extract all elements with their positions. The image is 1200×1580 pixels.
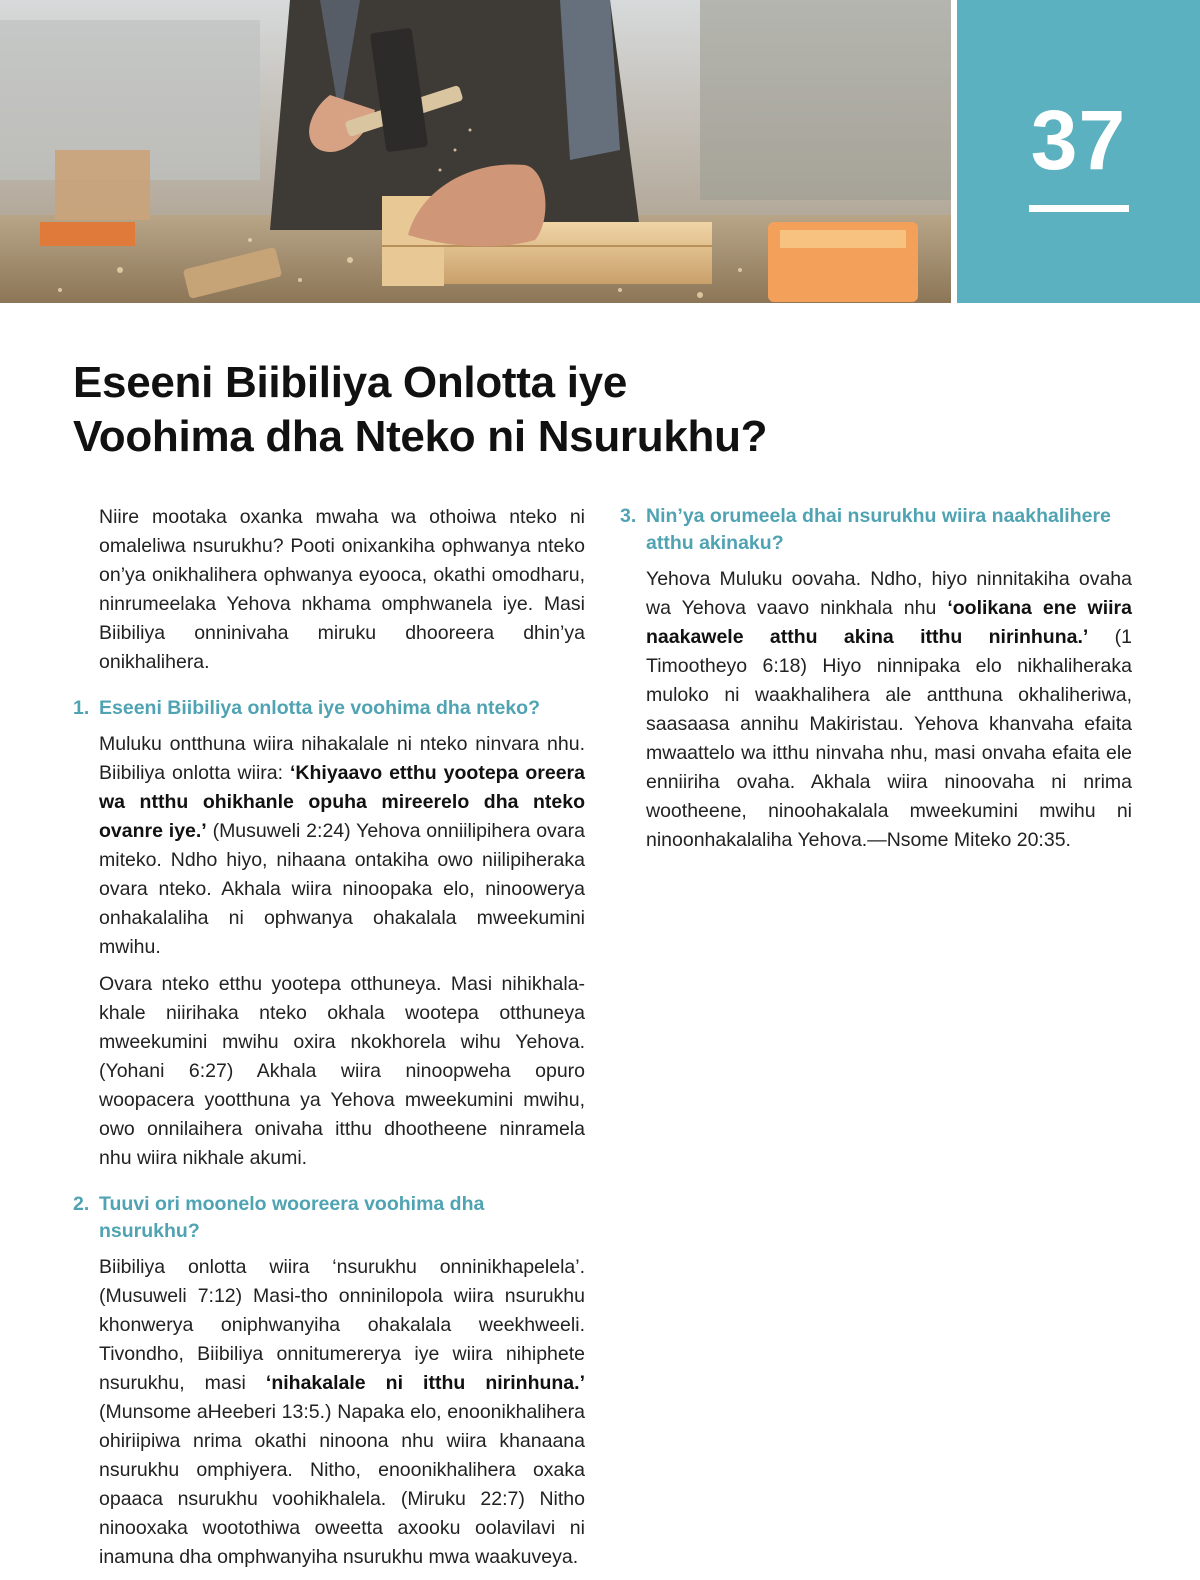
header-image <box>0 0 951 303</box>
carpenter-illustration <box>0 0 951 303</box>
page-title-line2: Voohima dha Nteko ni Nsurukhu? <box>73 412 768 461</box>
section-2-number: 2. <box>73 1193 90 1215</box>
lesson-number: 37 <box>1030 93 1127 187</box>
section-3-p1-text-a: Yehova Muluku oovaha. Ndho, hiyo ninnitakiha ovaha wa Yehova vaavo ninkhala nhu <box>646 568 1132 619</box>
section-1-p1-text-a: Muluku ontthuna wiira nihakalale ni nteko ninvara nhu. Biibiliya onlotta wiira: <box>99 733 585 784</box>
page-title-line1: Eseeni Biibiliya Onlotta iye <box>73 358 627 407</box>
section-2-p1-text-a: Biibiliya onlotta wiira ‘nsurukhu onninikhapelela’. (Musuweli 7:12) Masi-tho onninilopola wiira nsurukhu khonwerya oniphwanyiha ohakalala weekhweeli. Tivondho, Biibiliya onnitumererya iye wiira nihiphete nsurukhu, masi <box>99 1256 585 1394</box>
section-1-number: 1. <box>73 697 90 719</box>
section-3-p1-text-b: (1 Timootheyo 6:18) Hiyo ninnipaka elo nikhaliheraka muloko ni waakhalihera ale antthuna okhaliheriwa, saasaasa annihu Makiristau. Yehova khanvaha efaita mwaattelo wa itthu ninvaha nhu, masi onvaha efaita ele enniiriha ovaha. Akhala wiira ninoovaha ni nrima wootheene, ninoohakalala mweekumini mwihu ni ninoonhakalaliha Yehova.—Nsome Miteko 20:35. <box>646 626 1132 851</box>
intro-paragraph: Niire mootaka oxanka mwaha wa othoiwa nteko ni omaleliwa nsurukhu? Pooti onixankiha ophwanya nteko on’ya onikhalihera ophwanya eyooca, okathi omodharu, ninrumeelaka Yehova nkhama omphwanela iye. Masi Biibiliya onninivaha miruku dhooreera dhin’ya onikhalihera. <box>99 506 585 673</box>
section-3-number: 3. <box>620 505 637 527</box>
section-3-heading-text: Nin’ya orumeela dhai nsurukhu wiira naakhalihere atthu akinaku? <box>646 505 1111 554</box>
left-column <box>73 503 585 1580</box>
right-column <box>620 503 1132 863</box>
lesson-number-badge <box>957 0 1200 303</box>
section-1-heading <box>73 695 585 722</box>
section-3-p1-bold: ‘oolikana ene wiira naakawele atthu akina itthu nirinhuna.’ <box>646 597 1132 648</box>
section-3-paragraph-1 <box>620 565 1132 855</box>
section-1-paragraph-2: Ovara nteko etthu yootepa otthuneya. Masi nihikhala-khale niirihaka nteko okhala wootepa otthuneya mweekumini mwihu oxira nkokhorela wihu Yehova. (Yohani 6:27) Akhala wiira ninoopweha opuro woopacera yootthuna ya Yehova mweekumini mwihu, owo onnilaihera onivaha itthu dhootheene ninramela nhu wiira nikhale akumi. <box>99 973 585 1169</box>
section-2-p1-text-b: (Munsome aHeeberi 13:5.) Napaka elo, enoonikhalihera ohiriipiwa nrima okathi ninoona nhu wiira khanaana nsurukhu omphiyera. Nitho, enoonikhalihera oxaka opaaca nsurukhu voohikhalela. (Miruku 22:7) Nitho ninooxaka wootothiwa oweetta axooku oolavilavi ni inamuna dha omphwanyiha nsurukhu mwa waakuveya. <box>99 1401 585 1568</box>
section-1-paragraph-1 <box>73 730 585 962</box>
section-1-heading-text: Eseeni Biibiliya onlotta iye voohima dha nteko? <box>99 697 541 719</box>
section-2-p1-bold: ‘nihakalale ni itthu nirinhuna.’ <box>265 1372 585 1394</box>
lesson-number-underline <box>1029 205 1129 212</box>
section-1-p1-bold: ‘Khiyaavo etthu yootepa oreera wa ntthu ohikhanle opuha mireerelo dha nteko ovanre iye.’ <box>99 762 585 842</box>
page-title <box>73 356 1133 464</box>
section-2-heading <box>73 1191 585 1245</box>
section-2-paragraph-1 <box>73 1253 585 1572</box>
section-2-heading-text: Tuuvi ori moonelo wooreera voohima dha nsurukhu? <box>99 1193 485 1242</box>
section-3-heading <box>620 503 1132 557</box>
section-1-p1-text-b: (Musuweli 2:24) Yehova onniilipihera ovara miteko. Ndho hiyo, nihaana ontakiha owo niilipiheraka ovara nteko. Akhala wiira ninoopaka elo, ninoowerya onhakalaliha ni ophwanya ohakalala mweekumini mwihu. <box>99 820 585 958</box>
